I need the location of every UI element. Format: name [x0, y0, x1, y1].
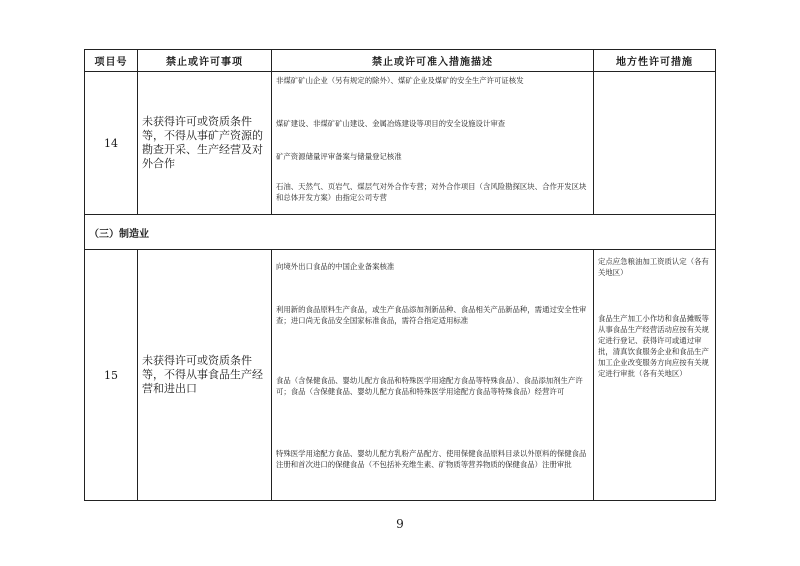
item-number: 14: [85, 72, 138, 215]
local-measure-item: 食品生产加工小作坊和食品摊贩等从事食品生产经营活动应按有关规定进行登记、获得许可或通过审批，清真饮食服务企业和食品生产加工企业改变服务方向应按有关规定进行审批（各有关地区）: [598, 314, 709, 378]
header-item: 禁止或许可事项: [138, 50, 272, 72]
item-text: 未获得许可或资质条件等，不得从事食品生产经营和进出口: [138, 250, 272, 501]
local-measures-cell: [594, 72, 716, 215]
measure-list: [272, 250, 594, 501]
section-row: [85, 215, 716, 250]
table-header-row: [85, 50, 716, 72]
measure-item: 特殊医学用途配方食品、婴幼儿配方乳粉产品配方、使用保健食品原料目录以外原料的保健食品注册和首次进口的保健食品（不包括补充维生素、矿物质等营养物质的保健食品）注册审批: [276, 449, 587, 469]
header-item-number: 项目号: [85, 50, 138, 72]
measure-item: 食品（含保健食品、婴幼儿配方食品和特殊医学用途配方食品等特殊食品）、食品添加剂生产许可；食品（含保健食品、婴幼儿配方食品和特殊医学用途配方食品等特殊食品）经营许可: [276, 376, 583, 396]
measures-table: [84, 49, 716, 501]
measure-list: [272, 72, 594, 215]
page-number: 9: [396, 517, 404, 531]
measure-item: 矿产资源储量评审备案与储量登记核准: [276, 152, 402, 161]
measure-item: 煤矿建设、非煤矿矿山建设、金属冶炼建设等项目的安全设施设计审查: [276, 119, 506, 128]
table-row: [85, 250, 716, 501]
item-number: 15: [85, 250, 138, 501]
local-measures-list: [594, 250, 716, 501]
local-measure-item: 定点应急粮油加工资质认定（各有关地区）: [598, 257, 709, 277]
table-row: [85, 72, 716, 215]
measure-item: 向境外出口食品的中国企业备案核准: [276, 262, 395, 271]
header-local-measures: 地方性许可措施: [594, 50, 716, 72]
section-title: （三）制造业: [85, 215, 716, 250]
measure-item: 利用新的食品原料生产食品，或生产食品添加剂新品种、食品相关产品新品种，需通过安全性审查；进口尚无食品安全国家标准食品，需符合指定适用标准: [276, 305, 587, 325]
header-description: 禁止或许可准入措施描述: [272, 50, 594, 72]
item-text: 未获得许可或资质条件等，不得从事矿产资源的勘查开采、生产经营及对外合作: [138, 72, 272, 215]
measure-item: 非煤矿矿山企业（另有规定的除外）、煤矿企业及煤矿的安全生产许可证核发: [276, 76, 524, 85]
measure-item: 石油、天然气、页岩气、煤层气对外合作专营；对外合作项目（含风险勘探区块、合作开发区块和总体开发方案）由指定公司专营: [276, 182, 587, 202]
